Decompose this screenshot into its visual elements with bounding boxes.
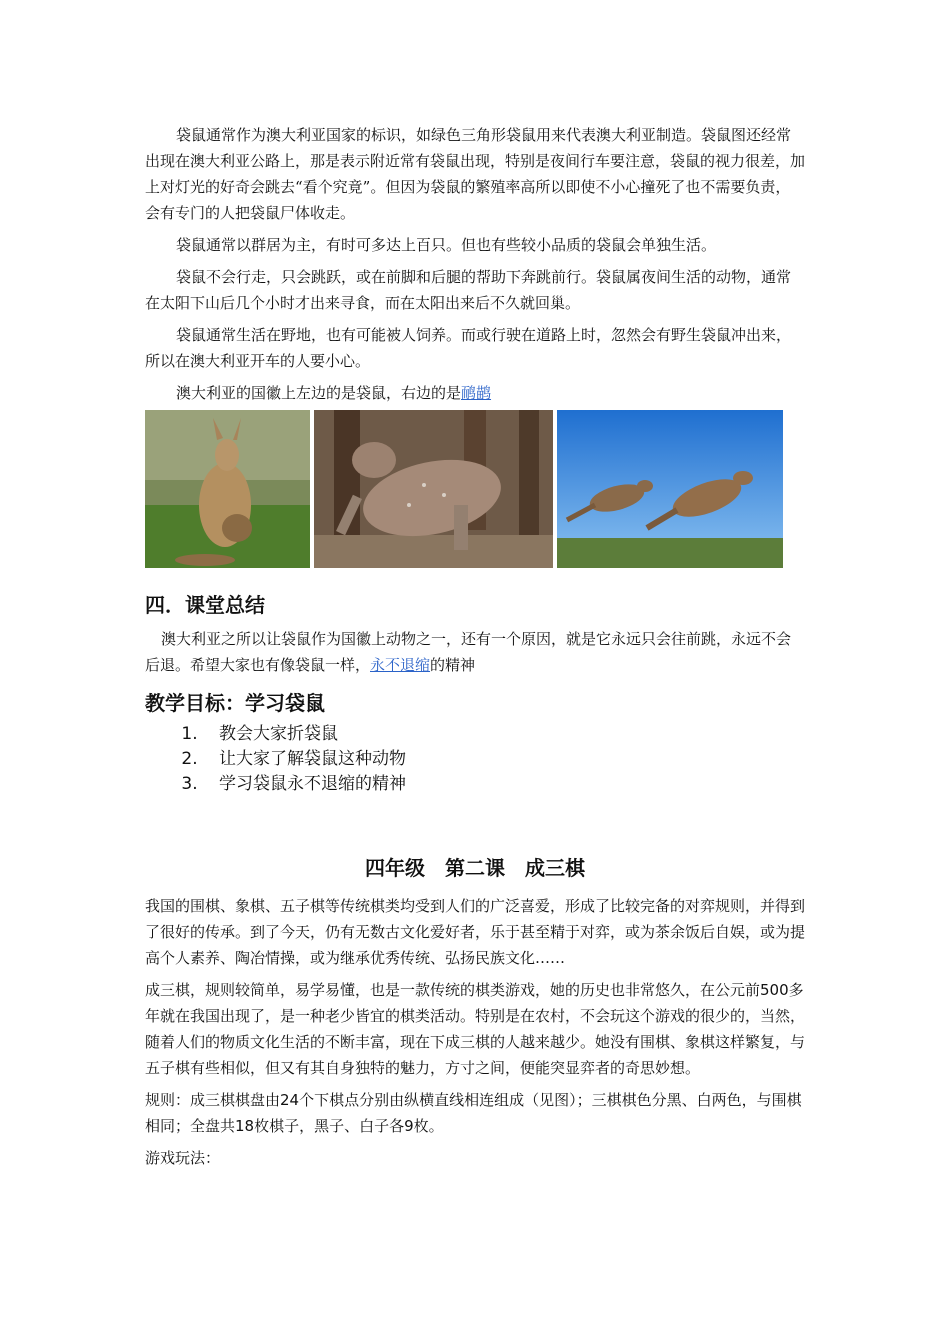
never-retreat-link[interactable]: 永不退缩 xyxy=(370,656,431,674)
lesson-title: 四年级 第二课 成三棋 xyxy=(365,856,585,880)
emu-link[interactable]: 鸸鹋 xyxy=(461,384,492,402)
list-item: 2. 让大家了解袋鼠这种动物 xyxy=(203,747,805,772)
rules-text: 枚。 xyxy=(413,1117,444,1135)
rules-text: 枚棋子，黑子、白子各 xyxy=(254,1117,405,1135)
history-text: 成三棋，规则较简单，易学易懂，也是一款传统的棋类游戏，她的历史也非常悠久，在公元前 xyxy=(145,981,761,999)
summary-text-end: 的精神 xyxy=(430,656,476,674)
kangaroo-running-photo xyxy=(314,410,553,568)
rules-number: 18 xyxy=(235,1117,255,1135)
history-number: 500 xyxy=(760,981,789,999)
kangaroo-mother-photo xyxy=(145,410,310,568)
paragraph-kangaroo-groups: 袋鼠通常以群居为主，有时可多达上百只。但也有些较小品质的袋鼠会单独生活。 xyxy=(176,236,717,254)
paragraph-kangaroo-wild: 袋鼠通常生活在野地，也有可能被人饲养。而或行驶在道路上时，忽然会有野生袋鼠冲出来，所以在澳大利亚开车的人要小心。 xyxy=(145,326,792,370)
paragraph-kangaroo-symbol: 袋鼠通常作为澳大利亚国家的标识，如绿色三角形袋鼠用来代表澳大利亚制造。袋鼠图还经常出现在澳大利亚公路上，那是表示附近常有袋鼠出现，特别是夜间行车要注意，袋鼠的视力很差，加上对灯光的好奇会跳去“看个究竟”。但因为袋鼠的繁殖率高所以即使不小心撞死了也不需要负责，会有专门的人把袋鼠尸体收走。 xyxy=(145,126,806,222)
paragraph-chengsanqi-history xyxy=(145,977,805,1081)
kangaroo-photo-strip xyxy=(145,410,805,568)
rules-text: 规则：成三棋棋盘由 xyxy=(145,1091,281,1109)
paragraph-kangaroo-movement: 袋鼠不会行走，只会跳跃，或在前脚和后腿的帮助下奔跳前行。袋鼠属夜间生活的动物，通常在太阳下山后几个小时才出来寻食，而在太阳出来后不久就回巢。 xyxy=(145,268,792,312)
summary-text: 澳大利亚之所以让袋鼠作为国徽上动物之一，还有一个原因，就是它永远只会往前跳，永远不会后退。希望大家也有像袋鼠一样， xyxy=(145,630,792,674)
paragraph-coat-of-arms xyxy=(145,380,805,406)
rules-text: 个下棋点分别由纵横直线相连组成（见图）；三棋棋色分黑、白两色，与围棋相同；全盘共 xyxy=(145,1091,802,1135)
paragraph-chess-intro: 我国的围棋、象棋、五子棋等传统棋类均受到人们的广泛喜爱，形成了比较完备的对弈规则，并得到了很好的传承。到了今天，仍有无数古文化爱好者，乐于甚至精于对弈，或为茶余饭后自娱，或为提高个人素养、陶冶情操，或为继承优秀传统、弘扬民族文化…… xyxy=(145,897,806,967)
list-item: 3. 学习袋鼠永不退缩的精神 xyxy=(203,772,805,797)
paragraph-gameplay: 游戏玩法： xyxy=(145,1149,221,1167)
teaching-goals-list xyxy=(145,722,805,797)
rules-number: 9 xyxy=(404,1117,414,1135)
paragraph-summary xyxy=(145,626,805,678)
coat-of-arms-text: 澳大利亚的国徽上左边的是袋鼠，右边的是 xyxy=(176,384,462,402)
rules-number: 24 xyxy=(280,1091,300,1109)
kangaroos-jumping-photo xyxy=(557,410,783,568)
history-text-end: 多年就在我国出现了，是一种老少皆宜的棋类活动。特别是在农村，不会玩这个游戏的很少的，当然，随着人们的物质文化生活的不断丰富，现在下成三棋的人越来越少。她没有围棋、象棋这样繁复，与五子棋有些相似，但又有其自身独特的魅力，方寸之间，便能突显弈者的奇思妙想。 xyxy=(145,981,806,1077)
document-page xyxy=(145,122,805,1171)
list-item: 1. 教会大家折袋鼠 xyxy=(203,722,805,747)
teaching-goals-heading: 教学目标：学习袋鼠 xyxy=(145,691,325,715)
paragraph-rules xyxy=(145,1087,805,1139)
section-summary-heading: 四．课堂总结 xyxy=(145,593,265,617)
